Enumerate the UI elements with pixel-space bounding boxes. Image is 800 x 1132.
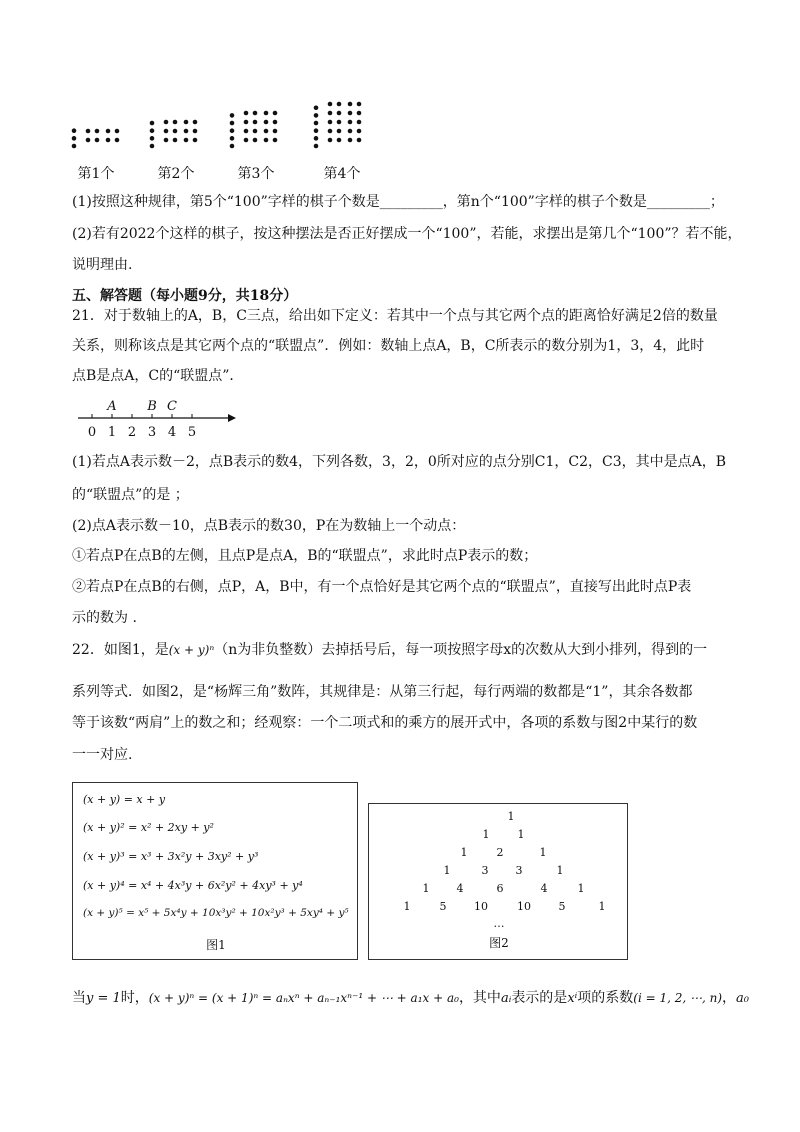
pattern-dot xyxy=(95,138,100,143)
axis-tick-0: 0 xyxy=(87,425,97,440)
pattern-dot xyxy=(230,144,235,149)
q22-line3: 等于该数“两肩”上的数之和；经观察：一个二项式和的乘方的展开式中，各项的系数与图2中某行的数 xyxy=(72,715,698,731)
pattern-dot xyxy=(244,111,249,116)
triangle-cell: 1 xyxy=(460,846,468,859)
q21-sub1b: 的“联盟点”的是 ； xyxy=(72,487,189,503)
triangle-cell: 6 xyxy=(496,882,504,895)
pattern-dot xyxy=(244,120,249,125)
q21-sub2-iib: 示的数为 . xyxy=(72,610,137,626)
fig1-eq-1: (x + y) = x + y xyxy=(83,793,166,806)
triangle-cell: 1 xyxy=(403,900,411,913)
q21-sub1a: (1)若点A表示数－2，点B表示的数4，下列各数，3，2，0所对应的点分别C1，C2，C3，其中是点A，B xyxy=(72,454,727,470)
q22-line1-post: （n为非负整数）去掉括号后，每一项按照字母x的次数从大到小排列，得到的一 xyxy=(214,642,708,658)
axis-label-b: B xyxy=(147,399,157,414)
triangle-cell: 3 xyxy=(515,864,523,877)
q21-line1: 21．对于数轴上的A，B，C三点，给出如下定义：若其中一个点与其它两个点的距离恰好满足2倍的数量 xyxy=(72,308,718,324)
pattern-dot xyxy=(357,111,362,116)
q22-line1 xyxy=(72,640,707,660)
triangle-cell: 1 xyxy=(556,864,564,877)
pattern-dot xyxy=(314,128,319,133)
triangle-cell: 3 xyxy=(481,864,489,877)
pattern-dot xyxy=(314,113,319,118)
last-mid2: ，其中 xyxy=(458,990,501,1006)
q21-sub2: (2)点A表示数－10，点B表示的数30，P在为数轴上一个动点： xyxy=(72,518,466,534)
triangle-cell: 4 xyxy=(456,882,464,895)
fig1-eq-3: (x + y)³ = x³ + 3x²y + 3xy² + y³ xyxy=(83,850,259,863)
pattern-dot xyxy=(348,111,353,116)
pattern-dot xyxy=(72,136,77,141)
axis-label-c: C xyxy=(167,399,177,414)
last-mid3: 表示的是 xyxy=(511,990,568,1006)
pattern-dot xyxy=(337,111,342,116)
pattern-dot xyxy=(253,138,258,143)
pattern-dot xyxy=(273,111,278,116)
pattern-dot xyxy=(106,129,111,134)
pattern-dot xyxy=(106,138,111,143)
pattern-dot xyxy=(314,144,319,149)
q22-line4: 一一对应. xyxy=(72,747,133,763)
pattern-dot xyxy=(72,128,77,133)
axis-tick-3: 3 xyxy=(147,425,157,440)
pattern-dot xyxy=(264,129,269,134)
dot-pattern-figure xyxy=(60,90,380,165)
pattern-dot xyxy=(273,120,278,125)
triangle-cell: 5 xyxy=(558,900,566,913)
pattern-dot xyxy=(337,102,342,107)
triangle-cell: 4 xyxy=(540,882,548,895)
axis-tick-1: 1 xyxy=(107,425,117,440)
pattern-dot xyxy=(273,129,278,134)
pattern-caption-1: 第1个 xyxy=(77,166,115,182)
pattern-dot xyxy=(357,120,362,125)
pattern-dot xyxy=(314,121,319,126)
last-y: y = 1 xyxy=(86,991,121,1006)
pattern-dot xyxy=(86,129,91,134)
axis-label-a: A xyxy=(107,399,117,414)
pattern-dot xyxy=(184,138,189,143)
q21-sub2-iia: ②若点P在点B的右侧，点P，A，B中，有一个点恰好是其它两个点的“联盟点”，直接写出此时点P表 xyxy=(72,579,692,595)
q22-last-line xyxy=(72,988,749,1009)
pattern-dot xyxy=(230,136,235,141)
pattern-dot xyxy=(328,102,333,107)
pattern-dot xyxy=(150,136,155,141)
pattern-dot xyxy=(230,128,235,133)
triangle-cell: 10 xyxy=(474,900,488,913)
q20-part2a: (2)若有2022个这样的棋子，按这种摆法是否正好摆成一个“100”，若能，求摆出是第几个“100”？若不能， xyxy=(72,226,742,242)
last-range: (i = 1, 2, ⋯, n) xyxy=(633,991,723,1005)
triangle-cell: 1 xyxy=(577,882,585,895)
triangle-ellipsis: … xyxy=(493,917,505,930)
triangle-cell: 2 xyxy=(496,846,504,859)
pattern-dot xyxy=(348,120,353,125)
pattern-dot xyxy=(337,120,342,125)
pattern-dot xyxy=(230,113,235,118)
q20-part1: (1)按照这种规律，第5个“100”字样的棋子个数是_________，第n个“100”字样的棋子个数是_________； xyxy=(72,194,724,210)
pattern-dot xyxy=(264,138,269,143)
triangle-cell: 1 xyxy=(598,900,606,913)
pattern-dot xyxy=(184,120,189,125)
triangle-cell: 5 xyxy=(439,900,447,913)
axis-tick-2: 2 xyxy=(127,425,137,440)
pattern-dot xyxy=(314,105,319,110)
number-line xyxy=(72,396,242,442)
fig2-caption: 图2 xyxy=(489,936,509,950)
pattern-dot xyxy=(193,120,198,125)
pattern-dot xyxy=(184,129,189,134)
pattern-dot xyxy=(164,138,169,143)
last-mid4: 项的系数 xyxy=(577,990,634,1006)
pattern-dot xyxy=(253,111,258,116)
section-heading: 五、解答题（每小题9分，共18分） xyxy=(72,288,298,304)
pattern-dot xyxy=(244,138,249,143)
q20-part2b: 说明理由. xyxy=(72,257,133,273)
pattern-dot xyxy=(264,111,269,116)
pattern-dot xyxy=(173,138,178,143)
pattern-dot xyxy=(337,129,342,134)
last-a0: a₀ xyxy=(736,991,750,1006)
pattern-dot xyxy=(328,120,333,125)
pattern-dot xyxy=(164,120,169,125)
pattern-dot xyxy=(357,129,362,134)
figure-2-box xyxy=(368,803,628,960)
pattern-dot xyxy=(173,120,178,125)
pattern-dot xyxy=(150,121,155,126)
fig1-caption: 图1 xyxy=(206,938,226,952)
q21-sub2-i: ①若点P在点B的左侧，且点P是点A，B的“联盟点”，求此时点P表示的数； xyxy=(72,548,538,564)
pattern-dot xyxy=(328,138,333,143)
fig1-eq-5: (x + y)⁵ = x⁵ + 5x⁴y + 10x³y² + 10x²y³ + 5xy⁴ + y⁵ xyxy=(83,907,349,919)
pattern-dot xyxy=(72,144,77,149)
triangle-cell: 1 xyxy=(443,864,451,877)
pattern-dot xyxy=(337,138,342,143)
pattern-dot xyxy=(193,138,198,143)
triangle-cell: 1 xyxy=(539,846,547,859)
triangle-cell: 1 xyxy=(507,810,515,823)
pattern-dot xyxy=(357,102,362,107)
last-xi: xⁱ xyxy=(567,991,578,1006)
last-mid1: 时， xyxy=(120,990,149,1006)
triangle-cell: 1 xyxy=(517,828,525,841)
pattern-dot xyxy=(253,120,258,125)
pattern-caption-3: 第3个 xyxy=(237,166,275,182)
figure-1-box xyxy=(72,782,358,960)
q21-line2: 关系，则称该点是其它两个点的“联盟点”．例如：数轴上点A，B，C所表示的数分别为1，3，4，此时 xyxy=(72,338,705,354)
fig1-eq-2: (x + y)² = x² + 2xy + y² xyxy=(83,821,214,834)
pattern-dot xyxy=(173,129,178,134)
q22-line1-pre: 22．如图1，是 xyxy=(72,642,169,658)
pattern-dot xyxy=(115,129,120,134)
q22-line2: 系列等式．如图2，是“杨辉三角”数阵，其规律是：从第三行起，每行两端的数都是“1”，其余各数都 xyxy=(72,684,693,700)
axis-tick-4: 4 xyxy=(167,425,177,440)
triangle-cell: 10 xyxy=(517,900,531,913)
pattern-dot xyxy=(86,138,91,143)
pattern-dot xyxy=(164,129,169,134)
last-pre: 当 xyxy=(72,990,86,1006)
pattern-dot xyxy=(253,129,258,134)
axis-tick-5: 5 xyxy=(187,425,197,440)
pattern-dot xyxy=(348,102,353,107)
pattern-dot xyxy=(230,121,235,126)
pattern-dot xyxy=(244,129,249,134)
pattern-dot xyxy=(328,129,333,134)
pattern-caption-4: 第4个 xyxy=(323,166,361,182)
pattern-caption-2: 第2个 xyxy=(157,166,195,182)
triangle-cell: 1 xyxy=(482,828,490,841)
pattern-dot xyxy=(348,138,353,143)
q21-line3: 点B是点A，C的“联盟点”． xyxy=(72,368,244,384)
last-ai: aᵢ xyxy=(500,991,512,1006)
pattern-dot xyxy=(314,136,319,141)
last-expr: (x + y)ⁿ = (x + 1)ⁿ = aₙxⁿ + aₙ₋₁xⁿ⁻¹ + ⋯ + a₁x + a₀ xyxy=(148,991,459,1005)
pattern-dot xyxy=(348,129,353,134)
fig1-eq-4: (x + y)⁴ = x⁴ + 4x³y + 6x²y² + 4xy³ + y⁴ xyxy=(83,879,303,892)
pattern-dot xyxy=(264,120,269,125)
pattern-dot xyxy=(150,128,155,133)
pattern-dot xyxy=(357,138,362,143)
pattern-dot xyxy=(273,138,278,143)
pattern-dot xyxy=(328,111,333,116)
triangle-cell: 1 xyxy=(422,882,430,895)
pattern-dot xyxy=(150,144,155,149)
pattern-dot xyxy=(115,138,120,143)
pattern-dot xyxy=(193,129,198,134)
last-mid5: ， xyxy=(722,990,737,1006)
q22-line1-expr: (x + y)ⁿ xyxy=(168,643,215,657)
pattern-dot xyxy=(95,129,100,134)
